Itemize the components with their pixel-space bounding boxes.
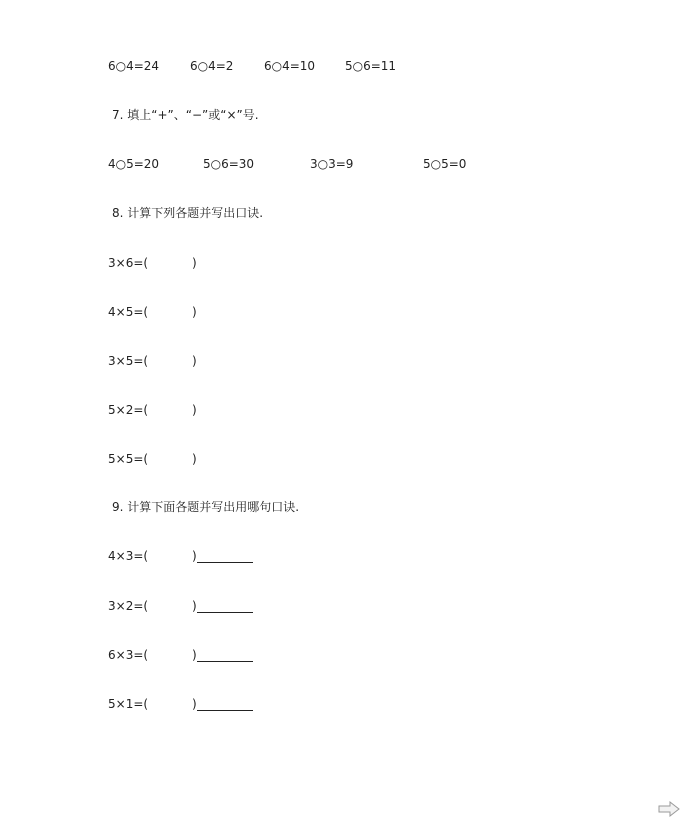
q8-item-2-close: ) — [192, 305, 197, 319]
q7-item-2: 5○6=30 — [203, 157, 255, 171]
q9-item-1-blank — [197, 562, 253, 563]
q7-item-1: 4○5=20 — [108, 157, 160, 171]
q8-item-1-close: ) — [192, 256, 197, 270]
q7-item-3: 3○3=9 — [310, 157, 354, 171]
q9-item-3-expr: 6×3=( — [108, 648, 149, 662]
q9-item-2-close: ) — [192, 599, 197, 613]
compare-eq-1: 6○4=24 — [108, 59, 160, 73]
compare-eq-4: 5○6=11 — [345, 59, 397, 73]
q9-item-4-expr: 5×1=( — [108, 697, 149, 711]
q8-item-5-close: ) — [192, 452, 197, 466]
q9-item-3-close: ) — [192, 648, 197, 662]
q8-item-4-close: ) — [192, 403, 197, 417]
q8-item-1-expr: 3×6=( — [108, 256, 149, 270]
q9-item-3-blank — [197, 661, 253, 662]
q9-item-2-blank — [197, 612, 253, 613]
q9-item-4-blank — [197, 710, 253, 711]
q8-item-2-expr: 4×5=( — [108, 305, 149, 319]
q8-title: 8. 计算下列各题并写出口诀. — [112, 206, 264, 220]
q9-item-4-close: ) — [192, 697, 197, 711]
q8-item-3-expr: 3×5=( — [108, 354, 149, 368]
q9-item-1-expr: 4×3=( — [108, 549, 149, 563]
compare-eq-3: 6○4=10 — [264, 59, 316, 73]
q9-item-2-expr: 3×2=( — [108, 599, 149, 613]
q7-title: 7. 填上“+”、“−”或“×”号. — [112, 108, 259, 122]
q9-title: 9. 计算下面各题并写出用哪句口诀. — [112, 500, 300, 514]
q7-item-4: 5○5=0 — [423, 157, 467, 171]
compare-eq-2: 6○4=2 — [190, 59, 234, 73]
next-page-arrow-icon[interactable] — [658, 801, 680, 817]
q9-item-1-close: ) — [192, 549, 197, 563]
q8-item-4-expr: 5×2=( — [108, 403, 149, 417]
q8-item-3-close: ) — [192, 354, 197, 368]
q8-item-5-expr: 5×5=( — [108, 452, 149, 466]
